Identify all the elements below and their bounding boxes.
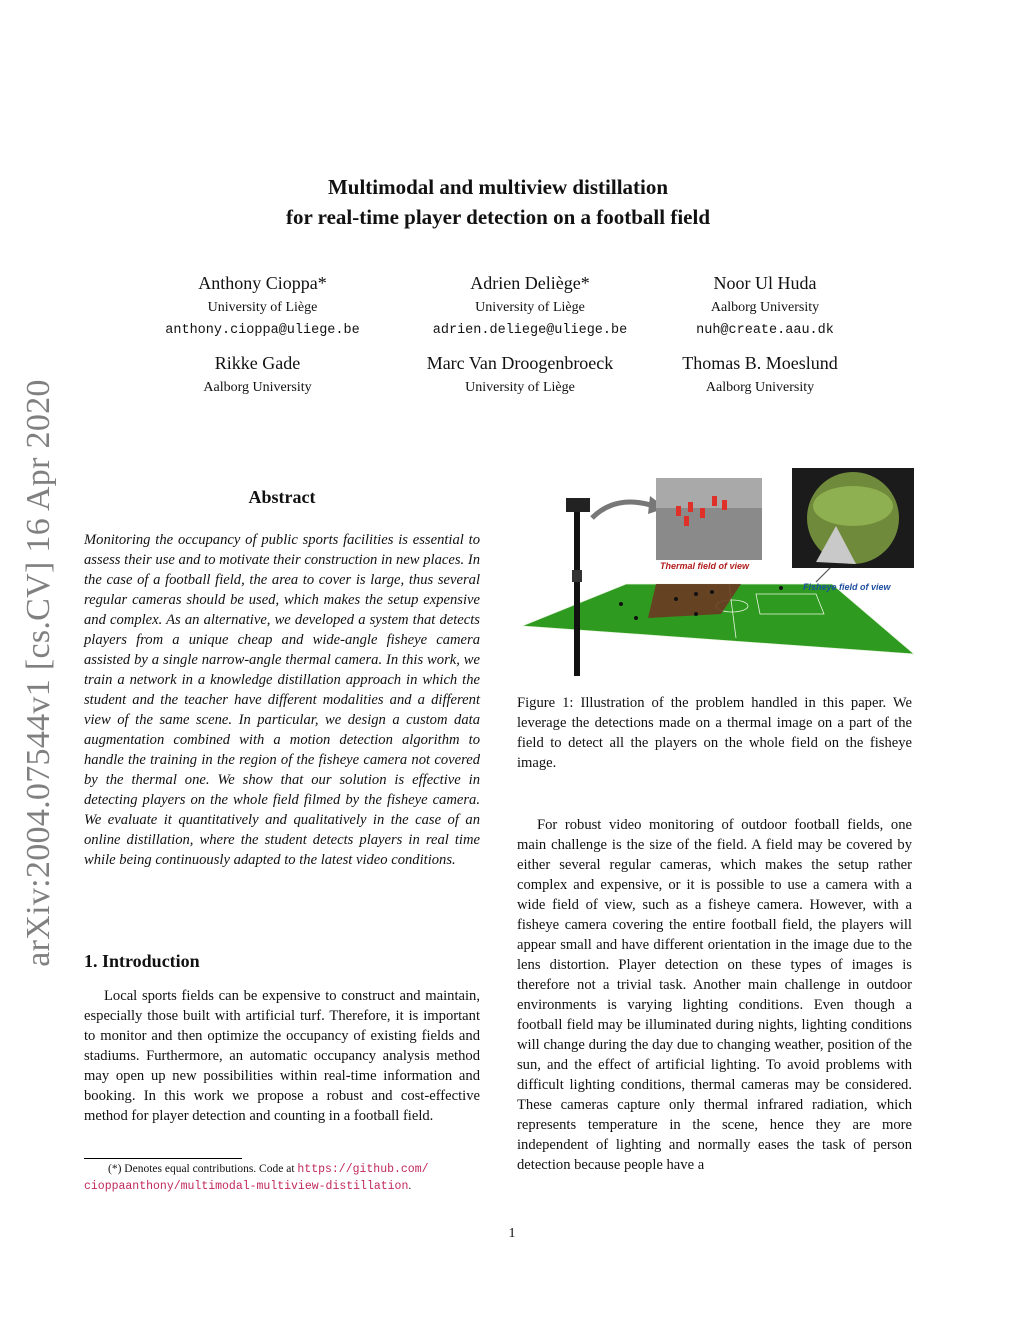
arxiv-sidebar-stamp: arXiv:2004.07544v1 [cs.CV] 16 Apr 2020: [20, 379, 57, 967]
author-affiliation: University of Liège: [475, 300, 585, 315]
code-link-continued[interactable]: cioppaanthony/multimodal-multiview-distillation: [84, 1180, 409, 1193]
footnote: [84, 1161, 480, 1195]
footnote-period: .: [408, 1180, 412, 1192]
abstract-text: Monitoring the occupancy of public sports facilities is essential to assess their use and to motivate their construction in new places. In the case of a football field, the area to cover is large, thus several regular cameras should be used, which makes the setup expensive and complex. As an alternative, we developed a system that detects players from a unique cheap and wide-angle fisheye camera assisted by a single narrow-angle thermal camera. In this work, we train a network in a knowledge distillation approach in which the student and the teacher have different modalities and a different view of the same scene. In particular, we design a custom data augmentation combined with a motion detection algorithm to handle the training in the region of the fisheye camera not covered by the thermal one. We show that our solution is effective in detecting players on the whole field filmed by the fisheye camera. We evaluate it quantitatively and qualitatively in the case of an online distillation, where the student detects players in real time while being continuously adapted to the latest video conditions.: [84, 532, 480, 868]
author-affiliation: University of Liège: [465, 380, 575, 395]
page-number: 1: [508, 1226, 516, 1241]
body-paragraph: For robust video monitoring of outdoor football fields, one main challenge is the size of the field. A field may be covered by either several regular cameras, which makes the setup rather complex and expensive, or it is possible to use a camera with a wide field of view, such as a fisheye camera. However, with a fisheye camera covering the entire football field, the players will appear small and have different orientation in the image due to the lens distortion. Player detection on these types of images is therefore not a trivial task. Another main challenge in outdoor environments is varying lighting conditions. Even though a football field may be illuminated during nights, lighting conditions will change during the day due to changing weather, position of the sun, and the effect of artificial lighting. To avoid problems with difficult lighting conditions, thermal cameras may be considered. These cameras capture only thermal infrared radiation, which represents temperature in the scene, hence they are more independent of lighting and normally eases the task of person detection because people have a: [517, 817, 912, 1173]
thermal-detection-box: [712, 496, 717, 506]
author-name: Rikke Gade: [214, 353, 301, 373]
section-heading: 1. Introduction: [84, 951, 200, 971]
thermal-detection-box: [684, 516, 689, 526]
abstract-heading: Abstract: [248, 487, 316, 507]
author-block: [660, 352, 860, 398]
author-affiliation: Aalborg University: [705, 380, 815, 395]
title-line-2: for real-time player detection on a football field: [285, 205, 710, 229]
author-block: [130, 352, 385, 398]
figure-illustration: [516, 466, 916, 678]
player-marker: [619, 602, 623, 606]
player-marker: [710, 590, 714, 594]
paper-title: [150, 172, 846, 232]
fisheye-fov-label: Fisheye field of view: [803, 582, 891, 592]
code-link[interactable]: https://github.com/: [297, 1163, 429, 1176]
arrow-to-thermal: [592, 502, 654, 518]
author-block: [665, 272, 865, 341]
player-marker: [674, 597, 678, 601]
intro-paragraph: Local sports fields can be expensive to construct and maintain, especially those built with artificial turf. Therefore, it is important to monitor and then optimize the occupancy of existing fields and stadiums. Furthermore, an automatic occupancy analysis method may open up new possibilities within real-time information and booking. In this work we propose a robust and cost-effective method for player detection and counting in a football field.: [84, 988, 480, 1124]
author-email: adrien.deliege@uliege.be: [432, 323, 628, 338]
thermal-fov-label: Thermal field of view: [660, 561, 750, 571]
author-block: [400, 352, 640, 398]
author-name: Noor Ul Huda: [713, 273, 817, 293]
author-affiliation: University of Liège: [207, 300, 318, 315]
thermal-detection-box: [688, 502, 693, 512]
footnote-text: (*) Denotes equal contributions. Code at: [108, 1163, 298, 1175]
thermal-detection-box: [700, 508, 705, 518]
author-block: [130, 272, 395, 341]
author-name: Adrien Deliège*: [470, 273, 590, 293]
figure-caption: Figure 1: Illustration of the problem handled in this paper. We leverage the detections made on a thermal image on a part of the field to detect all the players on the whole field on the fisheye image.: [517, 695, 912, 771]
author-email: nuh@create.aau.dk: [696, 323, 834, 338]
player-marker: [779, 586, 783, 590]
author-name: Anthony Cioppa*: [198, 273, 327, 293]
player-marker: [694, 592, 698, 596]
author-block: [400, 272, 660, 341]
thermal-detection-box: [722, 500, 727, 510]
floodlight: [566, 498, 590, 512]
player-marker: [694, 612, 698, 616]
thermal-detection-box: [676, 506, 681, 516]
footnote-rule: [84, 1158, 242, 1159]
fisheye-pitch: [813, 486, 893, 526]
player-marker: [634, 616, 638, 620]
author-affiliation: Aalborg University: [203, 380, 312, 395]
title-line-1: Multimodal and multiview distillation: [327, 175, 669, 199]
author-name: Marc Van Droogenbroeck: [426, 353, 614, 373]
author-name: Thomas B. Moeslund: [682, 353, 838, 373]
thermal-sky: [656, 478, 762, 508]
pole-camera-box: [572, 570, 582, 582]
author-affiliation: Aalborg University: [710, 300, 820, 315]
camera-pole: [574, 508, 580, 676]
author-email: anthony.cioppa@uliege.be: [165, 323, 360, 338]
